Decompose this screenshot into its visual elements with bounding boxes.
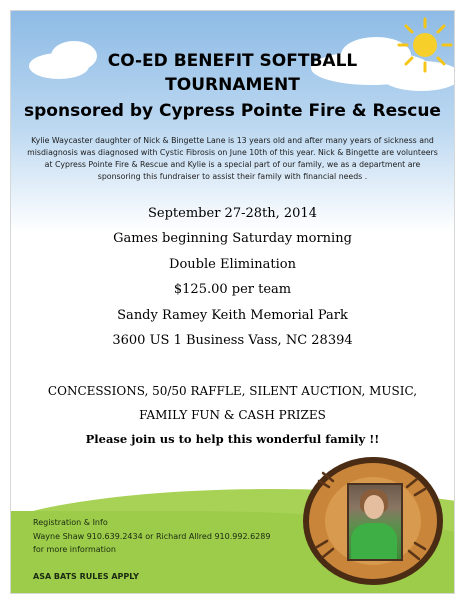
- event-fee: $125.00 per team: [173, 282, 292, 298]
- contact-phones: Wayne Shaw 910.639.2434 or Richard Allred 910.992.6289: [33, 531, 271, 541]
- title-line-2: TOURNAMENT: [165, 75, 300, 95]
- contact-heading: Registration & Info: [33, 518, 108, 527]
- rules-note: ASA BATS RULES APPLY: [33, 572, 139, 581]
- extras-line-1: CONCESSIONS, 50/50 RAFFLE, SILENT AUCTION, MUSIC,: [47, 384, 418, 398]
- extras-line-2: FAMILY FUN & CASH PRIZES: [139, 408, 326, 422]
- event-venue: Sandy Ramey Keith Memorial Park: [117, 307, 348, 323]
- contact-info: [33, 516, 270, 557]
- kylie-photo: [347, 483, 403, 561]
- flyer: [10, 10, 455, 594]
- event-start: Games beginning Saturday morning: [113, 231, 352, 247]
- contact-more: for more information: [33, 545, 116, 554]
- event-extras: [11, 379, 454, 451]
- title-line-1: CO-ED BENEFIT SOFTBALL: [107, 51, 358, 71]
- intro-paragraph: Kylie Waycaster daughter of Nick & Bingette Lane is 13 years old and after many years of sickness and misdiagnosis was diagnosed with Cystic Fibrosis on June 10th of this year. Nick & Bingette are volunteers at Cypress Pointe Fire & Rescue and Kylie is a special part of our family, we as a department are sponsoring this fundraiser to assist their family with financial needs .: [27, 136, 438, 181]
- join-message: Please join us to help this wonderful family !!: [85, 432, 380, 446]
- event-format: Double Elimination: [169, 256, 296, 272]
- event-address: 3600 US 1 Business Vass, NC 28394: [112, 332, 353, 348]
- sponsor-line: sponsored by Cypress Pointe Fire & Rescue: [24, 101, 441, 121]
- event-details: [11, 201, 454, 353]
- event-date: September 27-28th, 2014: [148, 206, 317, 221]
